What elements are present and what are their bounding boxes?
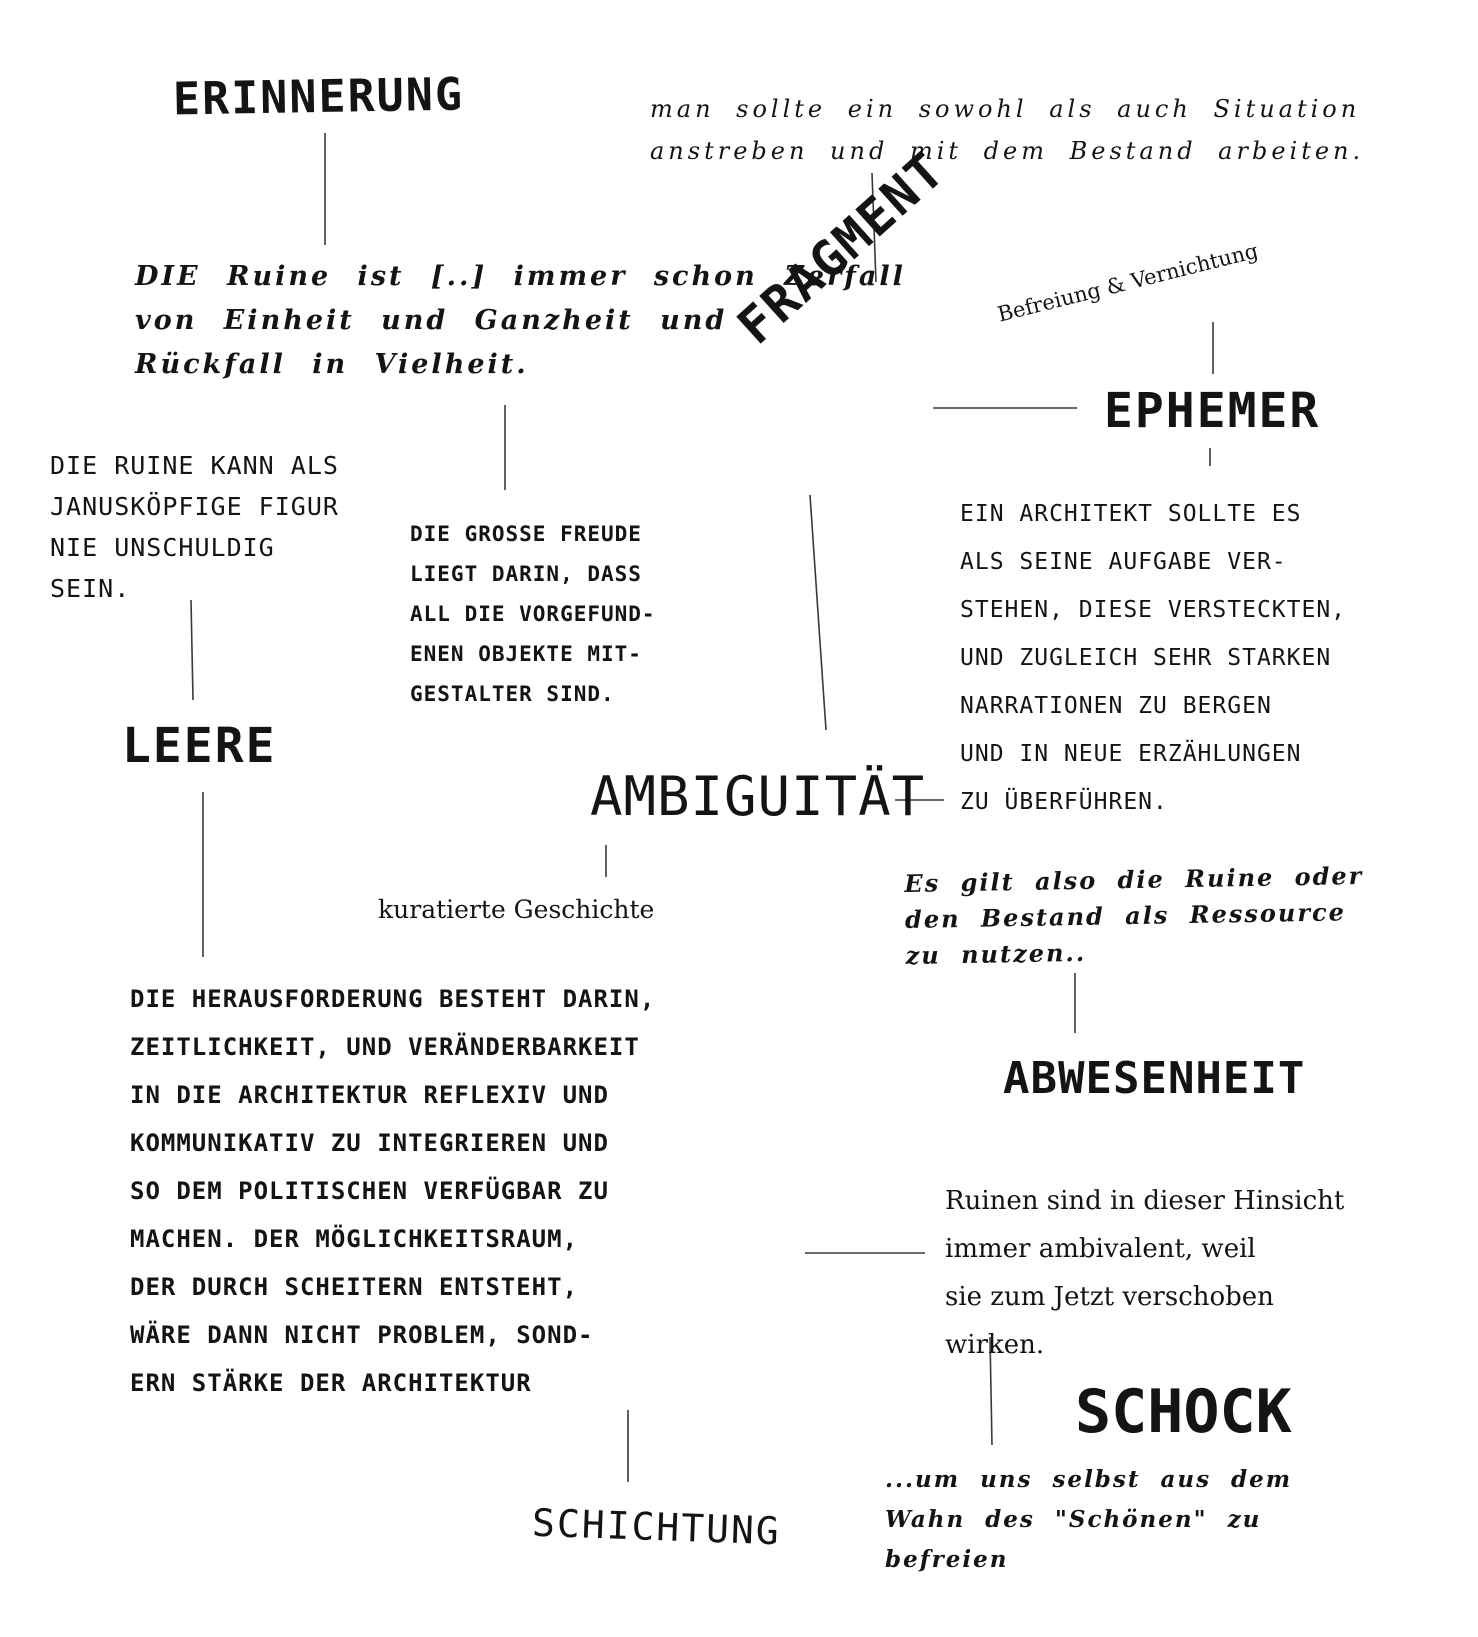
keyword-fragment: FRAGMENT <box>726 140 957 356</box>
note-herausforderung: DIE HERAUSFORDERUNG BESTEHT DARIN, ZEITLICHKEIT, UND VERÄNDERBARKEIT IN DIE ARCHITEKTUR REFLEXIV UND KOMMUNIKATIV ZU INTEGRIEREN UND SO DEM POLITISCHEN VERFÜGBAR ZU MACHEN. DER MÖGLICHKEITSRAUM, DER DURCH SCHEITERN ENTSTEHT, WÄRE DANN NICHT PROBLEM, SOND- ERN STÄRKE DER ARCHITEKTUR <box>130 985 656 1397</box>
note-freude: DIE GROSSE FREUDE LIEGT DARIN, DASS ALL DIE VORGEFUND- ENEN OBJEKTE MIT- GESTALTER SIND. <box>410 522 656 706</box>
note-bestand: man sollte ein sowohl als auch Situation anstreben und mit dem Bestand arbeiten. <box>650 95 1365 165</box>
note-kuratierte: kuratierte Geschichte <box>378 895 655 924</box>
keyword-schock: SCHOCK <box>1075 1377 1292 1447</box>
keyword-ephemer: EPHEMER <box>1104 383 1321 439</box>
note-ressource: Es gilt also die Ruine oder den Bestand als Ressource zu nutzen.. <box>904 861 1364 970</box>
connector-fragment-ambiguitaet <box>810 495 826 730</box>
note-ambivalent: Ruinen sind in dieser Hinsicht immer ambivalent, weil sie zum Jetzt verschoben wirken. <box>945 1186 1345 1360</box>
keyword-ambiguitaet: AMBIGUITÄT <box>590 765 926 828</box>
note-befreien: ...um uns selbst aus dem Wahn des "Schönen" zu befreien <box>885 1466 1293 1573</box>
note-ruine-zerfall: DIE Ruine ist [..] immer schon Zerfall von Einheit und Ganzheit und Rückfall in Vielheit. <box>135 261 906 380</box>
note-befreiung: Befreiung & Vernichtung <box>995 238 1261 327</box>
keyword-erinnerung: ERINNERUNG <box>172 67 465 126</box>
keyword-leere: LEERE <box>122 718 277 774</box>
note-architekt: EIN ARCHITEKT SOLLTE ES ALS SEINE AUFGABE VER- STEHEN, DIESE VERSTECKTEN, UND ZUGLEICH SEHR STARKEN NARRATIONEN ZU BERGEN UND IN NEUE ERZÄHLUNGEN ZU ÜBERFÜHREN. <box>960 501 1347 815</box>
note-janus: DIE RUINE KANN ALS JANUSKÖPFIGE FIGUR NIE UNSCHULDIG SEIN. <box>50 451 339 603</box>
keyword-schichtung: SCHICHTUNG <box>531 1500 782 1554</box>
keyword-abwesenheit: ABWESENHEIT <box>1003 1053 1306 1104</box>
connector-janus-leere <box>191 600 193 700</box>
